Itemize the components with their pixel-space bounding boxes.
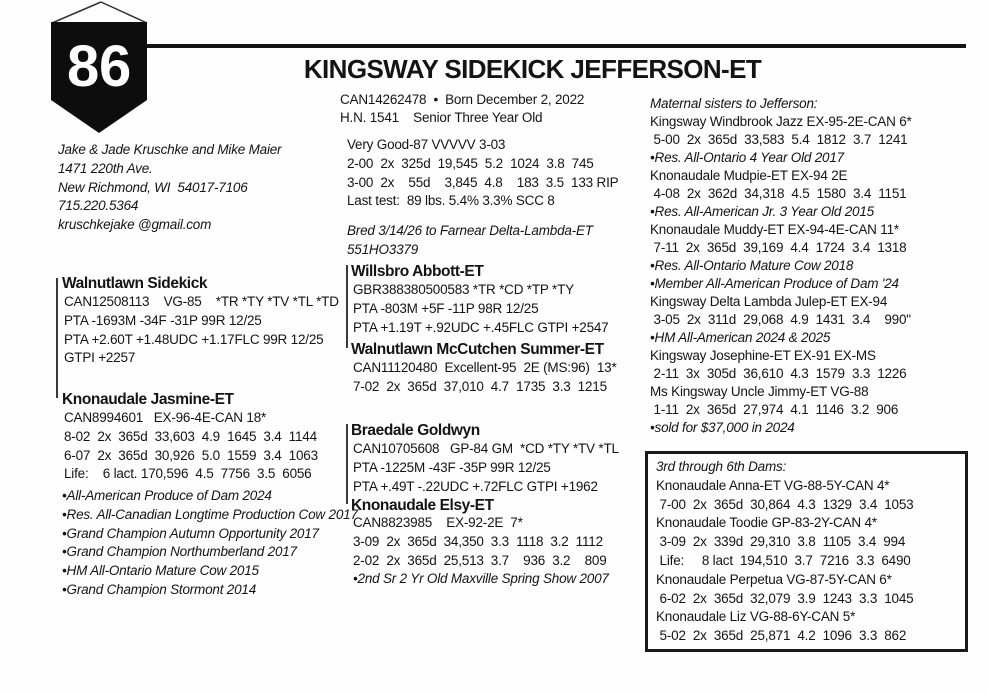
maternal-sisters-block	[650, 95, 970, 437]
great-grandsire-name: Braedale Goldwyn	[351, 422, 480, 439]
sister-note: •Res. All-American Jr. 3 Year Old 2015	[650, 204, 874, 219]
bred-line: Bred 3/14/26 to Farnear Delta-Lambda-ET	[347, 223, 593, 238]
sire-name: Walnutlawn Sidekick	[62, 275, 208, 292]
grandsire-pta-line: PTA -803M +5F -11P 98R 12/25	[353, 300, 539, 316]
sister-record: 3-05 2x 311d 29,068 4.9 1431 3.4 990"	[650, 312, 911, 327]
sister-note: •Res. All-Ontario 4 Year Old 2017	[650, 150, 844, 165]
great-granddam-reg-line: CAN8823985 EX-92-2E 7*	[353, 515, 523, 530]
boxed-dam-entry	[656, 608, 957, 646]
production-block	[347, 136, 618, 211]
classification-line: Very Good-87 VVVVV 3-03	[347, 137, 506, 152]
herd-number-line: H.N. 1541 Senior Three Year Old	[340, 110, 543, 125]
consignor-address-1: 1471 220th Ave.	[58, 160, 153, 176]
sister-name: Knonaudale Muddy-ET EX-94-4E-CAN 11*	[650, 222, 899, 237]
maternal-sisters-heading: Maternal sisters to Jefferson:	[650, 96, 818, 111]
sister-entry	[650, 167, 970, 221]
boxed-dam-record: 6-02 2x 365d 32,079 3.9 1243 3.3 1045	[656, 590, 914, 606]
consignor-address-2: New Richmond, WI 54017-7106	[58, 179, 248, 195]
granddam-record: 7-02 2x 365d 37,010 4.7 1735 3.3 1215	[353, 378, 607, 394]
consignor-block	[58, 141, 281, 235]
great-grandsire-pta-line: PTA +.49T -.22UDC +.72FLC GTPI +1962	[353, 478, 598, 494]
sister-entry	[650, 347, 970, 383]
last-test-line: Last test: 89 lbs. 5.4% 3.3% SCC 8	[347, 193, 555, 209]
dam-record: 6-07 2x 365d 30,926 5.0 1559 3.4 1063	[64, 447, 318, 463]
sister-note: •HM All-American 2024 & 2025	[650, 330, 831, 345]
sire-gtpi-line: GTPI +2257	[64, 350, 136, 366]
grandsire-pta-line: PTA +1.19T +.92UDC +.45FLC GTPI +2547	[353, 319, 609, 335]
boxed-dam-name: Knonaudale Perpetua VG-87-5Y-CAN 6*	[656, 571, 892, 587]
award-note: •2nd Sr 2 Yr Old Maxville Spring Show 2007	[353, 571, 609, 587]
dam-reg-line: CAN8994601 EX-96-4E-CAN 18*	[64, 410, 267, 425]
boxed-dam-record: 3-09 2x 339d 29,310 3.8 1105 3.4 994	[656, 534, 906, 550]
sire-pta-line: PTA +2.60T +1.48UDC +1.17FLC 99R 12/25	[64, 331, 324, 347]
consignor-email: kruschkejake @gmail.com	[58, 217, 212, 233]
sister-name: Kingsway Windbrook Jazz EX-95-2E-CAN 6*	[650, 114, 912, 129]
sister-entry	[650, 383, 970, 437]
lactation-record: 2-00 2x 325d 19,545 5.2 1024 3.8 745	[347, 155, 594, 171]
award-note: •All-American Produce of Dam 2024	[62, 488, 272, 503]
award-note: •Grand Champion Autumn Opportunity 2017	[62, 525, 319, 541]
header-rule	[147, 44, 966, 48]
sire-data-block	[64, 293, 339, 368]
boxed-dam-name: Knonaudale Liz VG-88-6Y-CAN 5*	[656, 609, 856, 625]
further-dams-box	[645, 451, 968, 652]
sister-entry	[650, 293, 970, 347]
great-grandsire-data-block	[353, 440, 619, 496]
great-granddam-data-block	[353, 514, 609, 589]
great-granddam-record: 2-02 2x 365d 25,513 3.7 936 3.2 809	[353, 552, 607, 568]
sister-entry	[650, 221, 970, 293]
grandsire-data-block	[353, 281, 609, 337]
lactation-record: 3-00 2x 55d 3,845 4.8 183 3.5 133 RIP	[347, 174, 619, 190]
boxed-dam-record: 5-02 2x 365d 25,871 4.2 1096 3.3 862	[656, 628, 907, 644]
dam-record: 8-02 2x 365d 33,603 4.9 1645 3.4 1144	[64, 428, 317, 444]
lot-number: 86	[66, 34, 132, 99]
sister-name: Ms Kingsway Uncle Jimmy-ET VG-88	[650, 384, 869, 399]
sister-name: Knonaudale Mudpie-ET EX-94 2E	[650, 168, 848, 183]
sister-note: •sold for $37,000 in 2024	[650, 420, 795, 435]
boxed-dam-entry	[656, 571, 957, 609]
boxed-dam-name: Knonaudale Anna-ET VG-88-5Y-CAN 4*	[656, 477, 890, 493]
dam-lifetime-record: Life: 6 lact. 170,596 4.5 7756 3.5 6056	[64, 466, 312, 482]
grandsire-reg-line: GBR388380500583 *TR *CD *TP *TY	[353, 282, 574, 297]
boxed-dam-entry	[656, 514, 957, 570]
boxed-dam-entry	[656, 477, 957, 515]
sire-reg-line: CAN12508113 VG-85 *TR *TY *TV *TL *TD	[64, 294, 339, 309]
great-grandsire-reg-line: CAN10705608 GP-84 GM *CD *TY *TV *TL	[353, 441, 619, 456]
great-granddam-name: Knonaudale Elsy-ET	[351, 497, 494, 514]
sister-record: 1-11 2x 365d 27,974 4.1 1146 3.2 906	[650, 402, 899, 417]
sister-name: Kingsway Josephine-ET EX-91 EX-MS	[650, 348, 876, 363]
award-note: •Grand Champion Stormont 2014	[62, 581, 257, 597]
consignor-name: Jake & Jade Kruschke and Mike Maier	[58, 142, 282, 157]
further-dams-heading: 3rd through 6th Dams:	[656, 459, 787, 474]
banner-string-left	[52, 2, 101, 23]
granddam-reg-line: CAN11120480 Excellent-95 2E (MS:96) 13*	[353, 360, 617, 375]
breeding-block	[347, 222, 593, 260]
sister-record: 7-11 2x 365d 39,169 4.4 1724 3.4 1318	[650, 240, 907, 255]
service-sire-code: 551HO3379	[347, 241, 419, 257]
sister-name: Kingsway Delta Lambda Julep-ET EX-94	[650, 294, 888, 309]
sister-note: •Member All-American Produce of Dam '24	[650, 276, 899, 291]
boxed-dam-name: Knonaudale Toodie GP-83-2Y-CAN 4*	[656, 515, 877, 531]
award-note: •Res. All-Canadian Longtime Production Cow 2017	[62, 506, 358, 522]
consignor-phone: 715.220.5364	[58, 198, 139, 214]
dam-awards-block	[62, 487, 358, 600]
banner-string-right	[101, 2, 147, 23]
sire-pta-line: PTA -1693M -34F -31P 99R 12/25	[64, 312, 262, 328]
lot-banner	[48, 0, 160, 140]
great-grandsire-pta-line: PTA -1225M -43F -35P 99R 12/25	[353, 459, 551, 475]
award-note: •HM All-Ontario Mature Cow 2015	[62, 563, 259, 579]
sister-record: 5-00 2x 365d 33,583 5.4 1812 3.7 1241	[650, 132, 908, 147]
granddam-name: Walnutlawn McCutchen Summer-ET	[351, 341, 604, 358]
great-granddam-record: 3-09 2x 365d 34,350 3.3 1118 3.2 1112	[353, 533, 603, 549]
sister-entry	[650, 113, 970, 167]
award-note: •Grand Champion Northumberland 2017	[62, 544, 297, 560]
registration-line: CAN14262478 • Born December 2, 2022	[340, 92, 585, 107]
pedigree-bracket	[56, 278, 58, 398]
dam-name: Knonaudale Jasmine-ET	[62, 391, 234, 408]
dam-data-block	[64, 409, 318, 484]
sister-note: •Res. All-Ontario Mature Cow 2018	[650, 258, 854, 273]
page-title: KINGSWAY SIDEKICK JEFFERSON-ET	[303, 54, 762, 84]
grandsire-name: Willsbro Abbott-ET	[351, 263, 484, 280]
pedigree-bracket	[346, 265, 348, 348]
sister-record: 4-08 2x 362d 34,318 4.5 1580 3.4 1151	[650, 186, 907, 201]
granddam-data-block	[353, 359, 617, 397]
sister-record: 2-11 3x 305d 36,610 4.3 1579 3.3 1226	[650, 366, 907, 381]
boxed-dam-record: 7-00 2x 365d 30,864 4.3 1329 3.4 1053	[656, 496, 914, 512]
boxed-dam-lifetime-record: Life: 8 lact 194,510 3.7 7216 3.3 6490	[656, 552, 911, 568]
